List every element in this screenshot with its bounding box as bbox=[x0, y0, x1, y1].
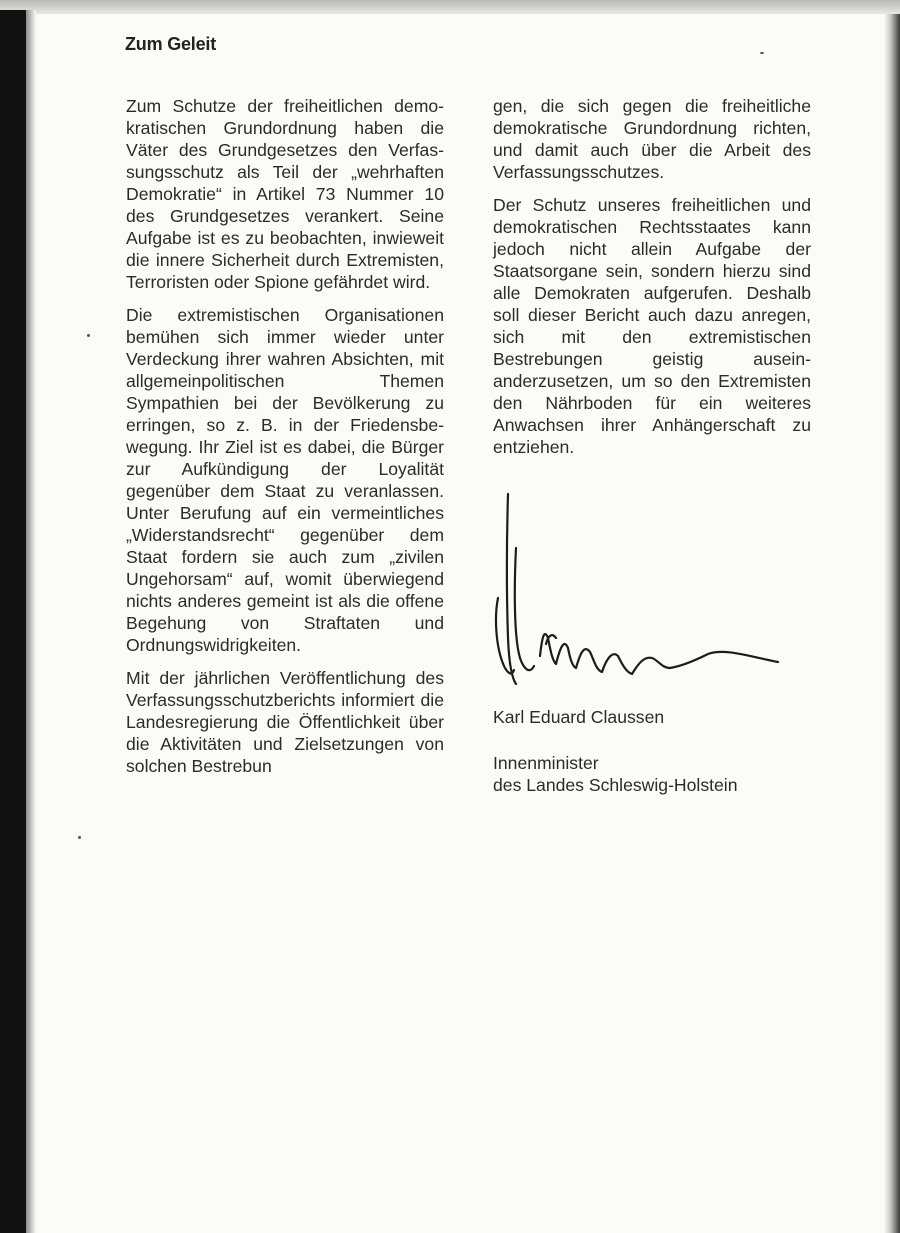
page-title: Zum Geleit bbox=[125, 34, 217, 54]
binding-shadow bbox=[26, 10, 36, 1233]
signer-title-line: Innenminister bbox=[493, 753, 599, 773]
paragraph: Der Schutz unseres freiheitlichen und demokratischen Rechtsstaates kann jedoch nicht allein Aufgabe der Staatsorgane sein, sondern hierzu sind alle Demokraten aufgerufen. Deshalb soll dieser Bericht auch dazu anregen, sich mit den extremistischen Bestrebungen geistig auseinanderzusetzen, um so den Extremisten den Nährboden für ein weiteres Anwachsen ihrer Anhängerschaft zu entziehen. bbox=[493, 195, 811, 457]
scan-top-edge bbox=[0, 0, 900, 14]
scan-speck bbox=[78, 836, 81, 839]
paragraph: Die extremistischen Organisationen bemühen sich immer wieder unter Verdeckung ihrer wahren Absichten, mit allgemeinpolitischen Themen Sympathien bei der Bevölkerung zu erringen, so z. B. in der Friedensbewegung. Ihr Ziel ist es dabei, die Bürger zur Aufkündigung der Loyalität gegenüber dem Staat zu veranlassen. Unter Berufung auf ein vermeintliches „Widerstandsrecht“ gegenüber dem Staat fordern sie auch zum „zivilen Ungehorsam“ auf, womit überwiegend nichts anderes gemeint ist als die offene Begehung von Straftaten und Ordnungswidrigkeiten. bbox=[126, 305, 444, 655]
left-text-column bbox=[126, 95, 444, 788]
right-text-column bbox=[493, 95, 811, 469]
paragraph: Zum Schutze der freiheitlichen demokratischen Grundordnung haben die Väter des Grundgesetzes den Verfassungsschutz als Teil der „wehrhaften Demokratie“ in Artikel 73 Nummer 10 des Grundgesetzes verankert. Seine Aufgabe ist es zu beobachten, inwieweit die innere Sicherheit durch Extremisten, Terroristen oder Spione gefährdet wird. bbox=[126, 96, 444, 292]
scan-speck bbox=[87, 334, 90, 337]
page-right-edge bbox=[884, 14, 900, 1233]
paragraph: Mit der jährlichen Veröffentlichung des Verfassungsschutzberichts informiert die Landesregierung die Öffentlichkeit über die Aktivitäten und Zielsetzungen von solchen Bestrebun bbox=[126, 668, 444, 776]
handwritten-signature bbox=[486, 488, 786, 693]
scan-speck bbox=[760, 52, 764, 54]
signer-title-line: des Landes Schleswig-Holstein bbox=[493, 775, 738, 795]
signer-name: Karl Eduard Claussen bbox=[493, 707, 665, 727]
paragraph: gen, die sich gegen die freiheitliche demokratische Grundordnung richten, und damit auch über die Arbeit des Verfassungsschutzes. bbox=[493, 96, 811, 182]
signer-title bbox=[493, 752, 738, 796]
book-binding-edge bbox=[0, 10, 26, 1233]
